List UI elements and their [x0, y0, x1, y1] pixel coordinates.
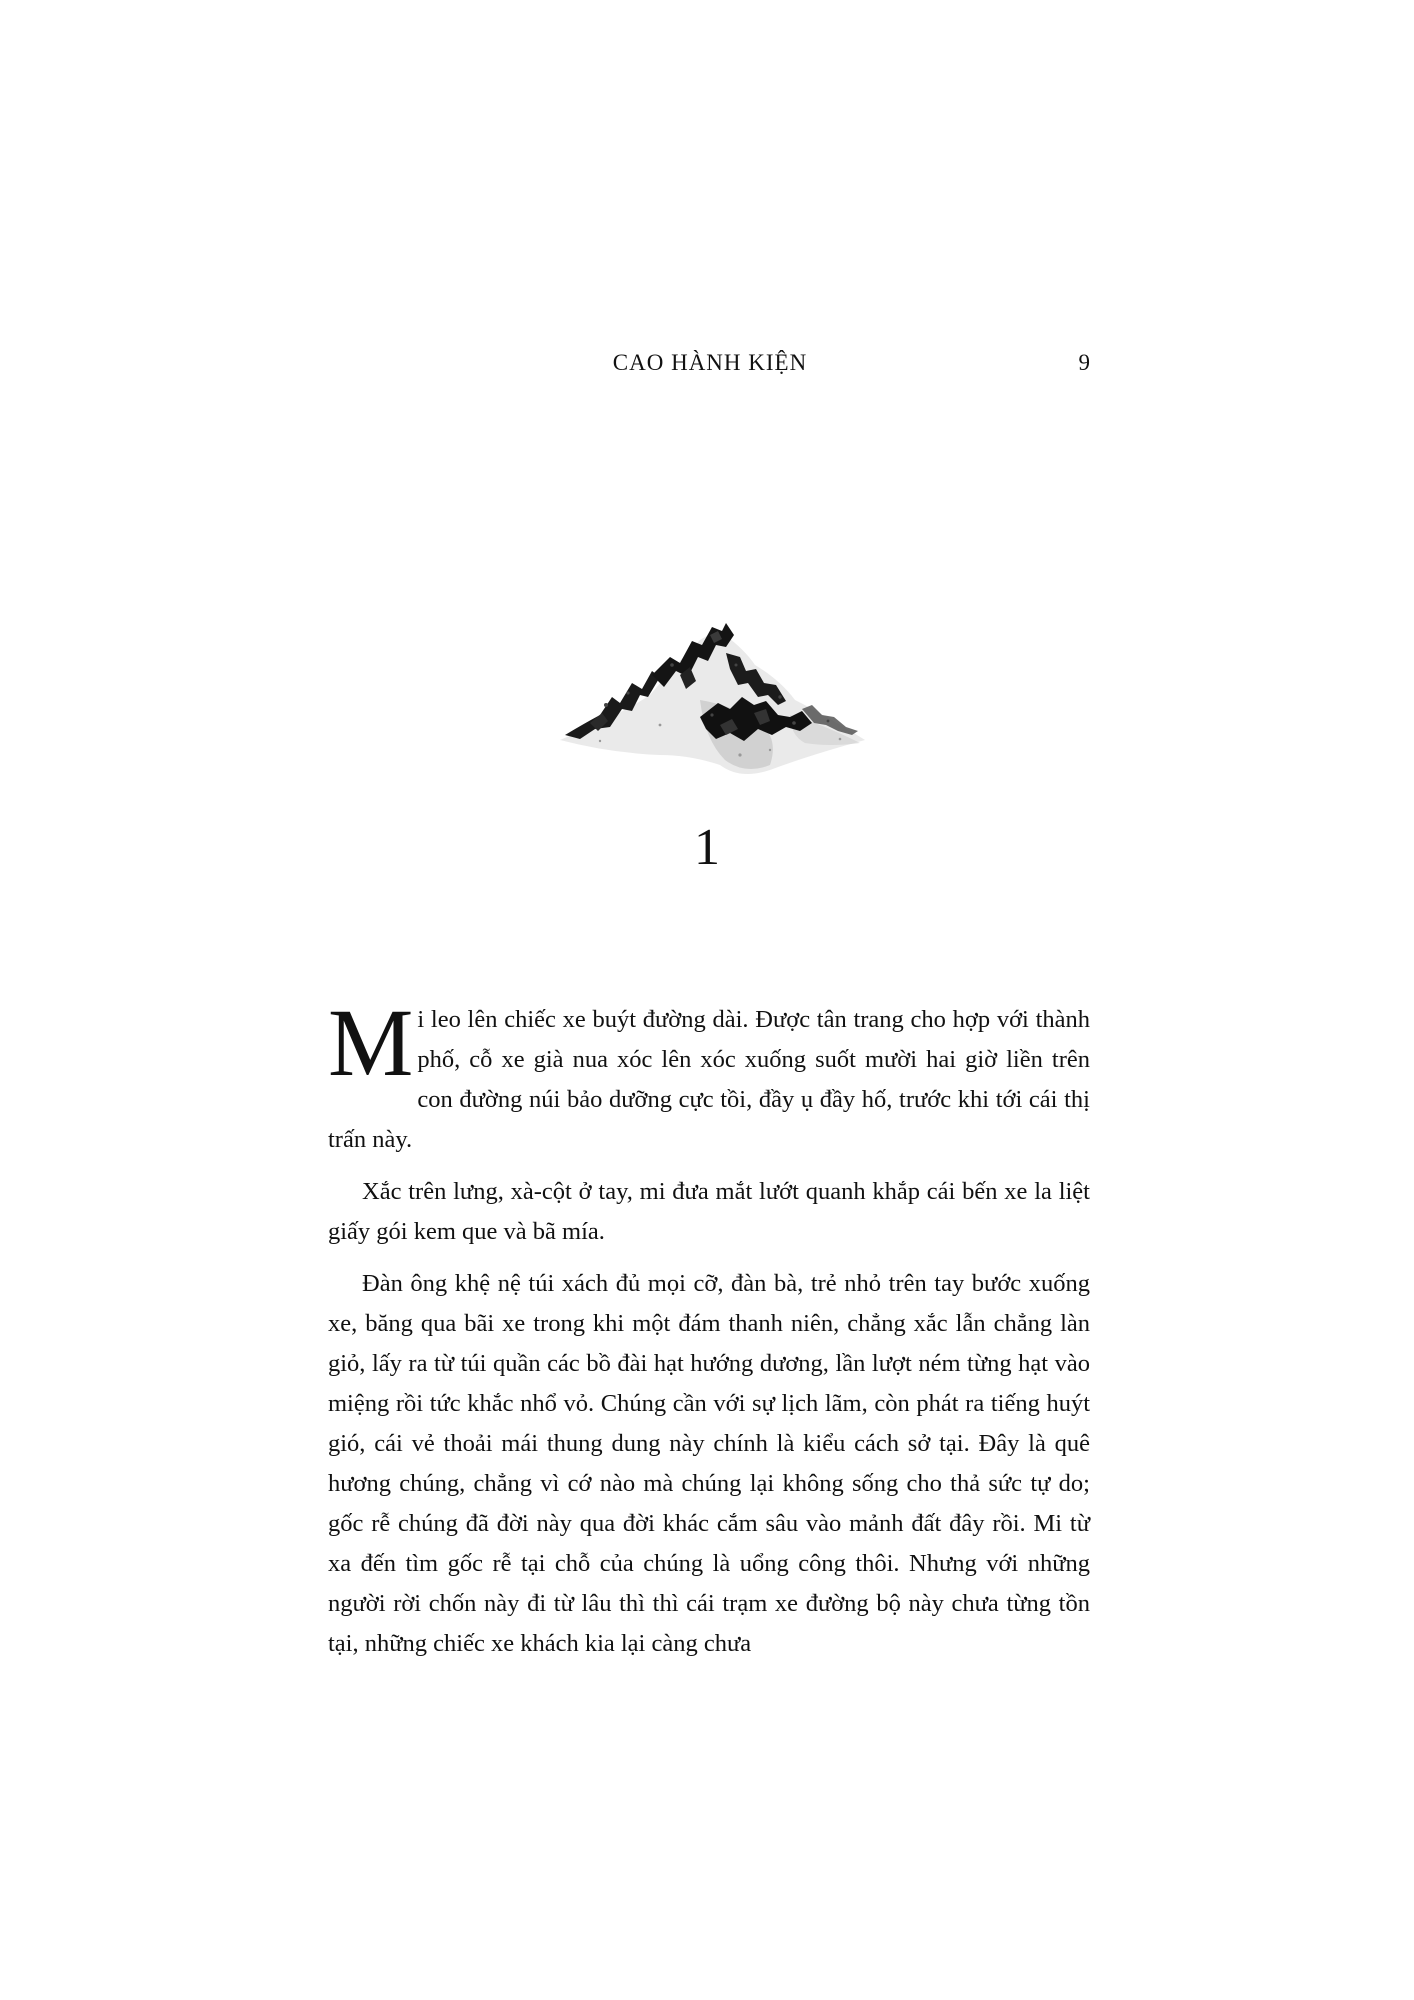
body-text	[328, 989, 1090, 1664]
drop-cap: M	[328, 989, 414, 1096]
page-number: 9	[1078, 350, 1090, 375]
chapter-number: 1	[694, 819, 720, 876]
paragraph-1	[328, 989, 1090, 1160]
paragraph-2: Xắc trên lưng, xà-cột ở tay, mi đưa mắt lướt quanh khắp cái bến xe la liệt giấy gói kem que và bã mía.	[328, 1178, 1090, 1245]
running-header	[330, 350, 1090, 384]
paragraph-3: Đàn ông khệ nệ túi xách đủ mọi cỡ, đàn bà, trẻ nhỏ trên tay bước xuống xe, băng qua bãi xe trong khi một đám thanh niên, chẳng xắc lẫn chẳng làn giỏ, lấy ra từ túi quần các bồ đài hạt hướng dương, lần lượt ném từng hạt vào miệng rồi tức khắc nhổ vỏ. Chúng cần với sự lịch lãm, còn phát ra tiếng huýt gió, cái vẻ thoải mái thung dung này chính là kiểu cách sở tại. Đây là quê hương chúng, chẳng vì cớ nào mà chúng lại không sống cho thả sức tự do; gốc rễ chúng đã đời này qua đời khác cắm sâu vào mảnh đất đây rồi. Mi từ xa đến tìm gốc rễ tại chỗ của chúng là uổng công thôi. Nhưng với những người rời chốn này đi từ lâu thì thì cái trạm xe đường bộ này chưa từng tồn tại, những chiếc xe khách kia lại càng chưa	[328, 1270, 1090, 1657]
paragraph-1-text: i leo lên chiếc xe buýt đường dài. Được tân trang cho hợp với thành phố, cỗ xe già nua xóc lên xóc xuống suốt mười hai giờ liền trên con đường núi bảo dưỡng cực tồi, đầy ụ đầy hố, trước khi tới cái thị trấn này.	[328, 1006, 1090, 1153]
running-title: CAO HÀNH KIỆN	[612, 350, 808, 375]
mountain-ink-icon	[540, 605, 880, 785]
